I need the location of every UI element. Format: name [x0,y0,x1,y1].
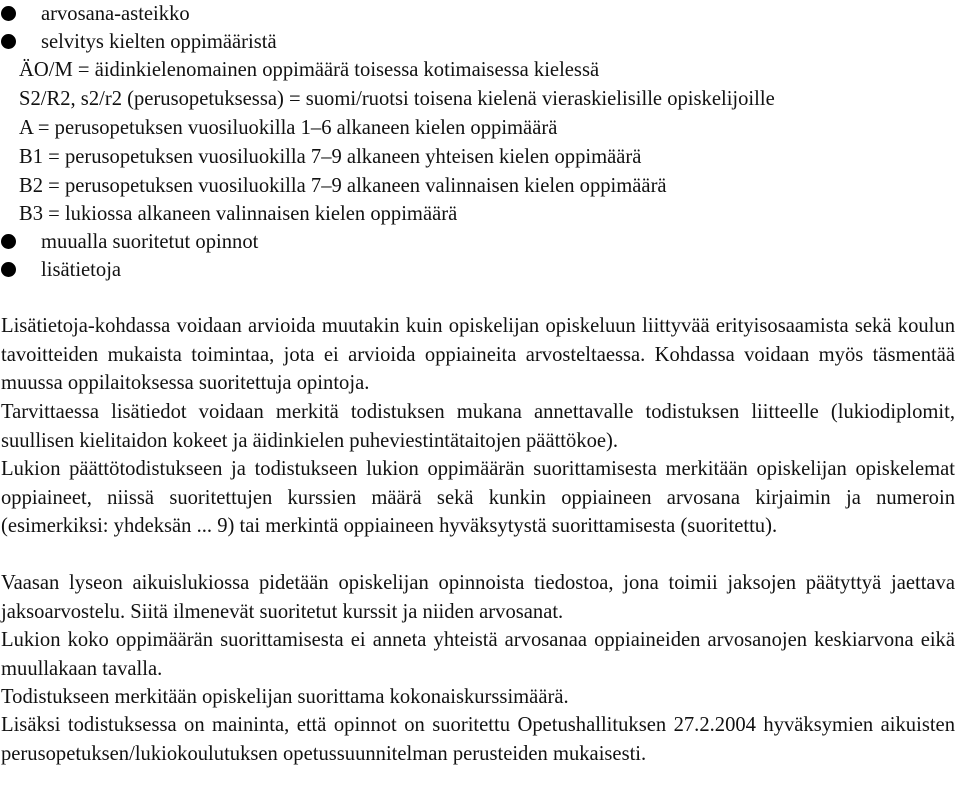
definition-ao-m: ÄO/M = äidinkielenomainen oppimäärä toisessa kotimaisessa kielessä [19,59,600,81]
paragraph-additional-info: Lisätietoja-kohdassa voidaan arvioida muutakin kuin opiskelijan opiskeluun liittyvää erityisosaamista sekä koulun tavoitteiden mukaista toimintaa, jota ei arvioida oppiaineita arvosteltaessa. Kohdassa voidaan myös täsmentää muussa oppilaitoksessa suoritettuja opintoja. [1,315,955,395]
bullet-text: selvitys kielten oppimääristä [41,31,277,53]
paragraph-curriculum-statement: Lisäksi todistuksessa on maininta, että opinnot on suoritettu Opetushallituksen 27.2.2004 hyväksymien aikuisten perusopetuksen/lukiokoulutuksen opetussuunnitelman perusteiden mukaisesti. [1,714,955,765]
definition-b3: B3 = lukiossa alkaneen valinnaisen kielen oppimäärä [19,203,458,225]
paragraph-no-average-grade: Lukion koko oppimäärän suorittamisesta ei anneta yhteistä arvosanaa oppiaineiden arvosanojen keskiarvona eikä muullakaan tavalla. [1,629,955,680]
definition-s2-r2: S2/R2, s2/r2 (perusopetuksessa) = suomi/ruotsi toisena kielenä vieraskielisille opiskelijoille [19,88,775,110]
paragraph-certificate-appendix: Tarvittaessa lisätiedot voidaan merkitä todistuksen mukana annettavalle todistuksen liitteelle (lukiodiplomit, suullisen kielitaidon kokeet ja äidinkielen puheviestintätaitojen päättökoe). [1,401,955,452]
paragraph-course-records: Vaasan lyseon aikuislukiossa pidetään opiskelijan opinnoista tiedostoa, jona toimii jaksojen päätyttyä jaettava jaksoarvostelu. Siitä ilmenevät suoritetut kurssit ja niiden arvosanat. [1,572,955,623]
paragraph-final-certificate: Lukion päättötodistukseen ja todistukseen lukion oppimäärän suorittamisesta merkitään opiskelijan opiskelemat oppiaineet, niissä suoritettujen kurssien määrä sekä kunkin oppiaineen arvosana kirjaimin ja numeroin (esimerkiksi: yhdeksän ... 9) tai merkintä oppiaineen hyväksytystä suorittamisesta (suoritettu). [1,458,955,538]
bullet-text: arvosana-asteikko [41,3,190,25]
bullet-text: lisätietoja [41,259,122,281]
definition-b1: B1 = perusopetuksen vuosiluokilla 7–9 alkaneen yhteisen kielen oppimäärä [19,146,642,168]
bullet-icon [1,34,16,49]
bullet-icon [1,262,16,277]
definition-a: A = perusopetuksen vuosiluokilla 1–6 alkaneen kielen oppimäärä [19,117,558,139]
bullet-text: muualla suoritetut opinnot [41,231,259,253]
definition-b2: B2 = perusopetuksen vuosiluokilla 7–9 alkaneen valinnaisen kielen oppimäärä [19,175,667,197]
paragraph-total-courses: Todistukseen merkitään opiskelijan suorittama kokonaiskurssimäärä. [1,686,569,708]
bullet-icon [1,6,16,21]
bullet-icon [1,234,16,249]
